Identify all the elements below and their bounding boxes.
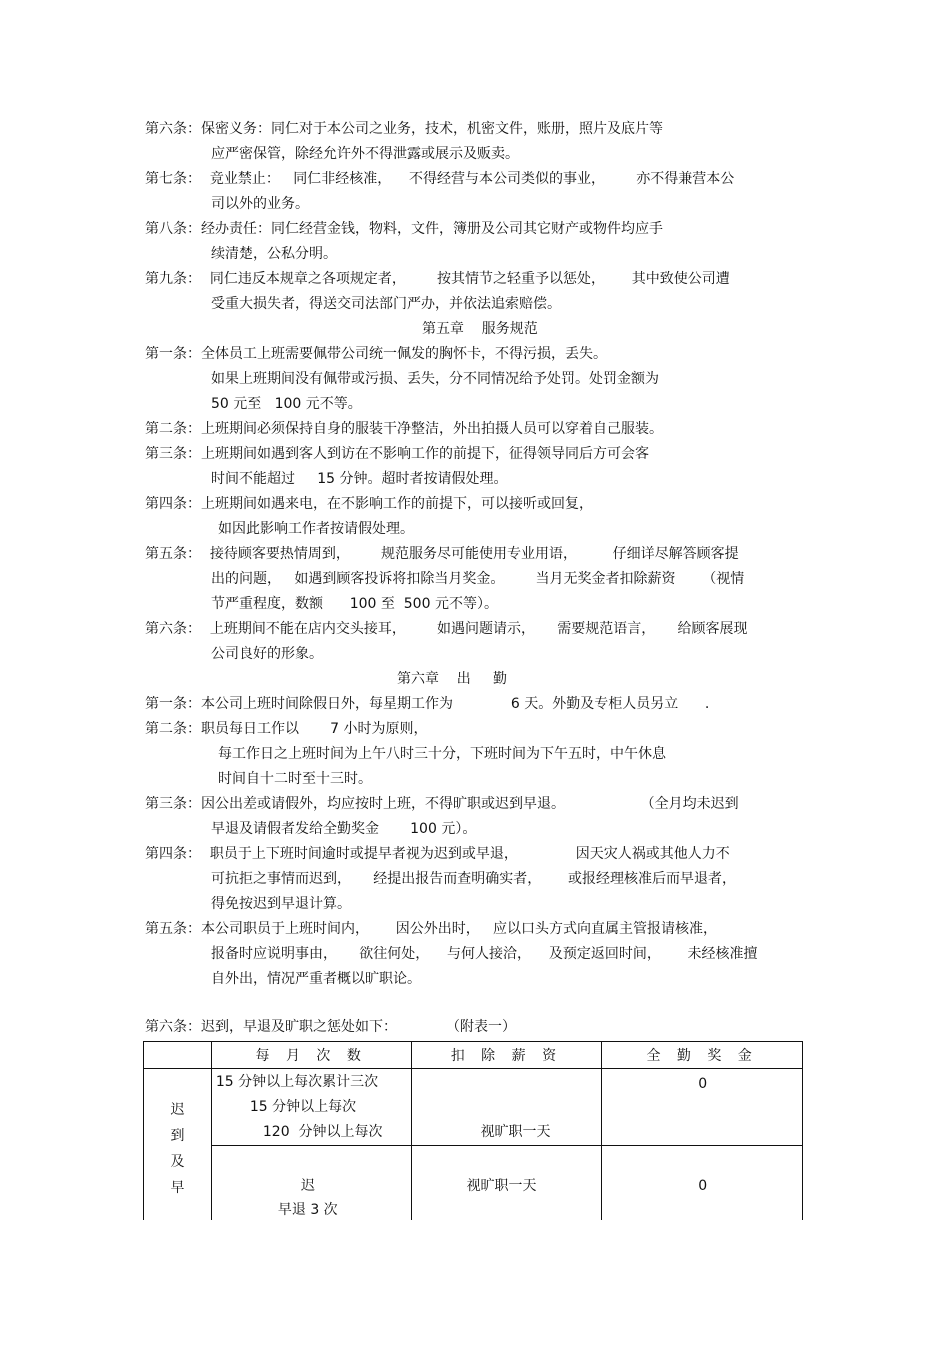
article-line: 公司良好的形象。 — [211, 646, 323, 662]
count-cell — [211, 1146, 411, 1221]
deduction-cell — [411, 1146, 602, 1221]
article-line: 第一条：本公司上班时间除假日外，每星期工作为 6 天。外勤及专柜人员另立 . — [145, 696, 710, 712]
article-line: 如因此影响工作者按请假处理。 — [218, 521, 414, 537]
count-line: 120 分钟以上每次 — [262, 1124, 383, 1140]
bonus-value: 0 — [698, 1076, 708, 1092]
article-line: 50 元至 100 元不等。 — [211, 396, 362, 412]
article-line: 受重大损失者，得送交司法部门严办，并依法追索赔偿。 — [211, 296, 561, 312]
chapter-heading: 第五章 服务规范 — [422, 321, 538, 337]
count-cell — [211, 1069, 411, 1146]
article-line: 时间自十二时至十三时。 — [218, 771, 372, 787]
article-line: 应严密保管，除经允许外不得泄露或展示及贩卖。 — [211, 146, 519, 162]
count-line: 早退 3 次 — [277, 1202, 338, 1218]
penalty-table — [143, 1041, 803, 1220]
article-line: 第九条： 同仁违反本规章之各项规定者， 按其情节之轻重予以惩处， 其中致使公司遭 — [145, 271, 730, 287]
table-header-cell — [144, 1042, 212, 1069]
article-line: 自外出，情况严重者概以旷职论。 — [211, 971, 421, 987]
article-line: 第六条：迟到，早退及旷职之惩处如下： （附表一） — [145, 1019, 516, 1035]
article-line: 第二条：上班期间必须保持自身的服装干净整洁，外出拍摄人员可以穿着自己服装。 — [145, 421, 663, 437]
bonus-cell — [602, 1069, 803, 1146]
article-line: 第六条：保密义务：同仁对于本公司之业务，技术，机密文件，账册，照片及底片等 — [145, 121, 663, 137]
group-label-char: 迟 — [170, 1102, 185, 1118]
count-line: 15 分钟以上每次累计三次 — [215, 1074, 379, 1090]
deduction-cell — [411, 1069, 602, 1146]
article-line: 时间不能超过 15 分钟。超时者按请假处理。 — [211, 471, 508, 487]
group-label-cell — [144, 1069, 212, 1221]
chapter-heading: 第六章 出 勤 — [397, 671, 508, 687]
bonus-value: 0 — [698, 1178, 708, 1194]
article-line: 第五条： 接待顾客要热情周到， 规范服务尽可能使用专业用语， 仔细详尽解答顾客提 — [145, 546, 739, 562]
article-line: 司以外的业务。 — [211, 196, 309, 212]
article-line: 第三条：因公出差或请假外，均应按时上班，不得旷职或迟到早退。 （全月均未迟到 — [145, 796, 739, 812]
table-header-cell: 全 勤 奖 金 — [602, 1042, 803, 1069]
article-line: 第二条：职员每日工作以 7 小时为原则， — [145, 721, 428, 737]
article-line: 如果上班期间没有佩带或污损、丢失，分不同情况给予处罚。处罚金额为 — [211, 371, 659, 387]
table-row — [144, 1146, 803, 1221]
article-line: 节严重程度，数额 100 至 500 元不等）。 — [211, 596, 498, 612]
article-line: 第一条：全体员工上班需要佩带公司统一佩发的胸怀卡，不得污损，丢失。 — [145, 346, 607, 362]
bonus-cell — [602, 1146, 803, 1221]
table-header-row — [144, 1042, 803, 1069]
article-line: 第六条： 上班期间不能在店内交头接耳， 如遇问题请示， 需要规范语言， 给顾客展现 — [145, 621, 748, 637]
article-line: 第七条： 竞业禁止： 同仁非经核准， 不得经营与本公司类似的事业， 亦不得兼营本公 — [145, 171, 735, 187]
table-header-cell: 每 月 次 数 — [211, 1042, 411, 1069]
group-label-char: 早 — [170, 1180, 185, 1196]
table-row — [144, 1069, 803, 1146]
deduction-value: 视旷职一天 — [466, 1178, 537, 1194]
article-line: 报备时应说明事由， 欲往何处， 与何人接洽， 及预定返回时间， 未经核准擅 — [211, 946, 758, 962]
group-label-char: 到 — [170, 1128, 185, 1144]
article-line: 早退及请假者发给全勤奖金 100 元）。 — [211, 821, 477, 837]
article-line: 第八条：经办责任：同仁经营金钱，物料，文件，簿册及公司其它财产或物件均应手 — [145, 221, 663, 237]
article-line: 第四条： 职员于上下班时间逾时或提早者视为迟到或早退， 因天灾人祸或其他人力不 — [145, 846, 730, 862]
article-line: 出的问题， 如遇到顾客投诉将扣除当月奖金。 当月无奖金者扣除薪资 （视情 — [211, 571, 745, 587]
article-line: 第三条：上班期间如遇到客人到访在不影响工作的前提下，征得领导同后方可会客 — [145, 446, 649, 462]
article-line: 续清楚，公私分明。 — [211, 246, 337, 262]
article-line: 得免按迟到早退计算。 — [211, 896, 351, 912]
article-line: 每工作日之上班时间为上午八时三十分，下班时间为下午五时，中午休息 — [218, 746, 666, 762]
article-line: 第四条：上班期间如遇来电，在不影响工作的前提下，可以接听或回复， — [145, 496, 593, 512]
count-line: 迟 — [300, 1178, 315, 1194]
group-label-char: 及 — [170, 1154, 185, 1170]
article-line: 第五条：本公司职员于上班时间内， 因公外出时， 应以口头方式向直属主管报请核准， — [145, 921, 718, 937]
table-header-cell: 扣 除 薪 资 — [411, 1042, 602, 1069]
article-line: 可抗拒之事情而迟到， 经提出报告而查明确实者， 或报经理核准后而早退者， — [211, 871, 736, 887]
count-line: 15 分钟以上每次 — [249, 1099, 357, 1115]
deduction-value: 视旷职一天 — [480, 1124, 551, 1140]
